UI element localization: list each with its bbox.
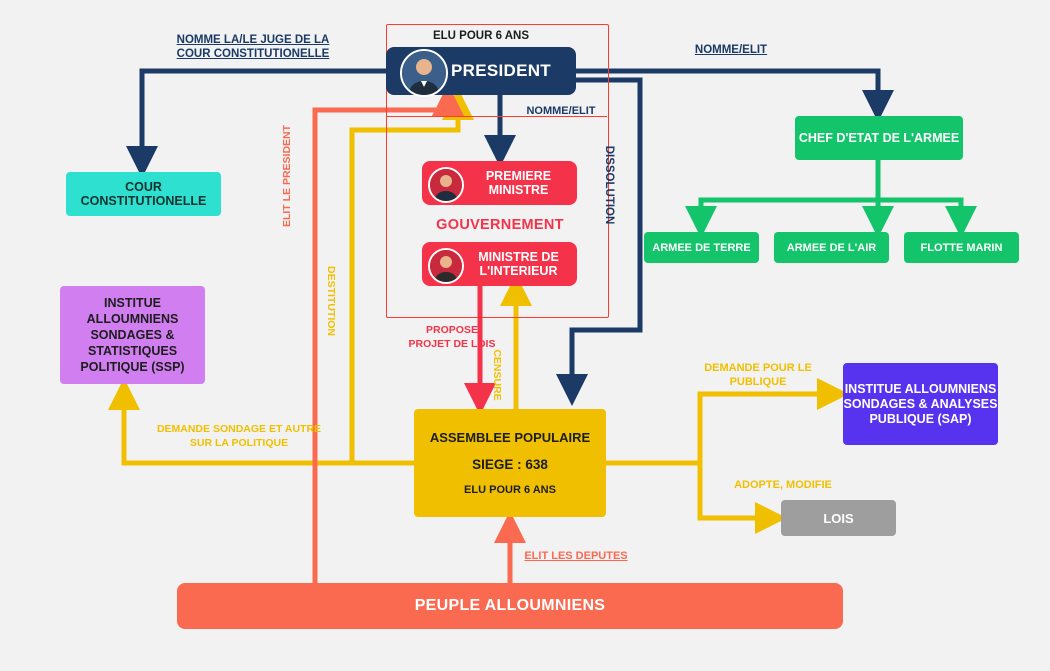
edge-label-censure: CENSURE xyxy=(491,349,503,401)
edge-label-dissolution: DISSOLUTION xyxy=(603,145,615,225)
node-armee-air[interactable] xyxy=(774,232,889,263)
node-flotte-marin[interactable] xyxy=(904,232,1019,263)
edge-label-propose-projet-de-lois: PROPOSE PROJET DE LOIS xyxy=(408,324,496,350)
node-armee-terre[interactable] xyxy=(644,232,759,263)
node-peuple-alloumniens[interactable] xyxy=(177,583,843,629)
node-ministre-interieur-label: MINISTRE DE L'INTERIEUR xyxy=(478,250,559,278)
node-lois-label: LOIS xyxy=(823,510,854,526)
edge-label-demande-sondage: DEMANDE SONDAGE ET AUTRE SUR LA POLITIQUE xyxy=(156,423,322,449)
node-chef-etat-armee[interactable] xyxy=(795,116,963,160)
node-ssp-label: INSTITUE ALLOUMNIENS SONDAGES & STATISTIQUES POLITIQUE (SSP) xyxy=(80,296,185,374)
node-cour-constitutionnelle[interactable] xyxy=(66,172,221,216)
assemblee-seats: SIEGE : 638 xyxy=(472,457,548,472)
ministre-interieur-avatar xyxy=(428,248,464,284)
node-president-label: PRESIDENT xyxy=(451,61,551,80)
edge-label-destitution: DESTITUTION xyxy=(325,266,337,336)
node-institut-ssp[interactable] xyxy=(60,286,205,384)
edge-label-elit-le-president: ELIT LE PRESIDENT xyxy=(281,124,293,228)
edge-label-nomme-elit-gouvernement: NOMME/ELIT xyxy=(526,105,596,117)
node-cour-label: COUR CONSTITUTIONELLE xyxy=(80,180,207,208)
assemblee-term: ELU POUR 6 ANS xyxy=(464,484,556,496)
node-institut-sap[interactable] xyxy=(843,363,998,445)
gouvernement-label: GOUVERNEMENT xyxy=(436,217,564,233)
president-avatar xyxy=(400,49,448,97)
node-premiere-ministre-label: PREMIERE MINISTRE xyxy=(485,169,552,197)
node-flotte-label: FLOTTE MARIN xyxy=(920,241,1003,254)
node-armee-terre-label: ARMEE DE TERRE xyxy=(652,241,751,254)
node-peuple-label: PEUPLE ALLOUMNIENS xyxy=(414,597,606,614)
edge-label-elit-les-deputes: ELIT LES DEPUTES xyxy=(524,550,628,562)
node-armee-air-label: ARMEE DE L'AIR xyxy=(786,241,877,254)
node-chef-armee-label: CHEF D'ETAT DE L'ARMEE xyxy=(798,130,960,145)
edge-label-demande-pour-le-publique: DEMANDE POUR LE PUBLIQUE xyxy=(704,362,812,388)
president-caption: ELU POUR 6 ANS xyxy=(432,30,530,42)
node-assemblee-populaire[interactable] xyxy=(414,409,606,517)
node-lois[interactable] xyxy=(781,500,896,536)
edge-label-nomme-elit-armee: NOMME/ELIT xyxy=(694,44,768,56)
node-sap-label: INSTITUE ALLOUMNIENS SONDAGES & ANALYSES PUBLIQUE (SAP) xyxy=(843,381,998,426)
premiere-ministre-avatar xyxy=(428,167,464,203)
edge-label-nomme-juge: NOMME LA/LE JUGE DE LA COUR CONSTITUTIONELLE xyxy=(176,34,330,60)
edge-label-adopte-modifie: ADOPTE, MODIFIE xyxy=(734,479,832,491)
assemblee-title: ASSEMBLEE POPULAIRE xyxy=(429,430,591,445)
